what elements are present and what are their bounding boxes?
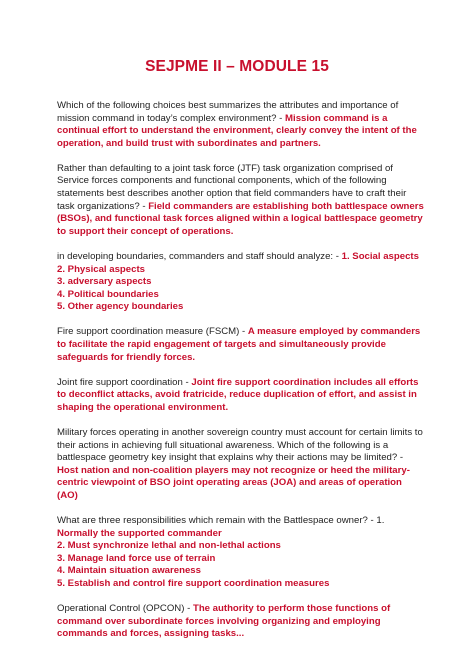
answer-text: Field commanders are establishing both battlespace owners (BSOs), and functional task forces aligned within a logical battlespace geometry to support their concept of operations. <box>57 200 424 237</box>
question-text: Rather than defaulting to a joint task force (JTF) task organization comprised of Service forces components and functional components, which of the following statements best describes another option that field commanders have to craft their task organizations? - <box>57 162 407 212</box>
page-title: SEJPME II – MODULE 15 <box>145 58 329 75</box>
answer-list-item: 3. Manage land force use of terrain <box>57 552 216 564</box>
question-text: in developing boundaries, commanders and staff should analyze: - <box>57 250 342 262</box>
answer-text: The authority to perform those functions of command over subordinate forces involving organizing and employing commands and forces, assigning tasks... <box>57 603 391 640</box>
qa-item <box>57 326 425 364</box>
question-text: What are three responsibilities which remain with the Battlespace owner? - 1. <box>57 515 385 527</box>
question-text: Military forces operating in another sovereign country must account for certain limits to their actions in achieving full situational awareness. Which of the following is a battlespace geometry key insight that explains why their actions may be limited? - <box>57 426 423 464</box>
answer-text: Joint fire support coordination includes all efforts to deconflict attacks, avoid fratricide, reduce duplication of effort, and assist in shaping the operational environment. <box>57 376 419 413</box>
answer-list-item: 4. Political boundaries <box>57 288 159 300</box>
qa-item <box>57 603 425 641</box>
qa-item <box>57 377 425 415</box>
question-text: Fire support coordination measure (FSCM) - <box>57 326 248 338</box>
answer-text: Normally the supported commander <box>57 527 222 539</box>
qa-item <box>57 515 425 591</box>
qa-item <box>57 163 425 239</box>
answer-list-item: 2. Must synchronize lethal and non-lethal actions <box>57 540 281 552</box>
answer-text: A measure employed by commanders to facilitate the rapid engagement of targets and simultaneously provide safeguards for friendly forces. <box>57 326 421 363</box>
document-body <box>57 100 425 653</box>
answer-list-item: 4. Maintain situation awareness <box>57 565 201 577</box>
qa-item <box>57 427 425 503</box>
answer-text: Mission command is a continual effort to understand the environment, clearly convey the intent of the operation, and build trust with subordinates and partners. <box>57 112 417 149</box>
answer-text: Host nation and non-coalition players may not recognize or heed the military-centric viewpoint of BSO joint operating areas (JOA) and areas of operation (AO) <box>57 464 410 501</box>
answer-list-item: 5. Other agency boundaries <box>57 301 184 313</box>
question-text: Joint fire support coordination - <box>57 376 192 388</box>
qa-item <box>57 100 425 150</box>
answer-list-item: 5. Establish and control fire support coordination measures <box>57 578 330 589</box>
question-text: Which of the following choices best summarizes the attributes and importance of mission command in today’s complex environment? - <box>57 100 399 124</box>
qa-item <box>57 251 425 314</box>
answer-list-item: 3. adversary aspects <box>57 276 152 288</box>
answer-list-item: 2. Physical aspects <box>57 263 145 275</box>
answer-text: 1. Social aspects <box>341 250 419 262</box>
question-text: Operational Control (OPCON) - <box>57 603 193 615</box>
